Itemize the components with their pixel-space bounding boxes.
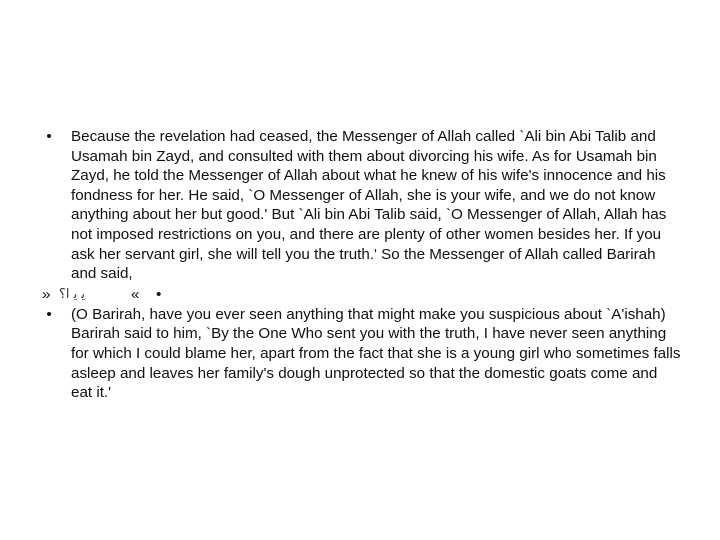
bullet-marker: • xyxy=(46,128,52,145)
bullet-text-1: Because the revelation had ceased, the Messenger of Allah called `Ali bin Abi Talib and Usamah bin Zayd, and consulted with them about divorcing his wife. As for Usamah bin Zayd, he told the Messenger of Allah about what he knew of his wife's innocence and his fondness for her. He said, `O Messenger of Allah, she is your wife, and we do not know anything about her but good.' But `Ali bin Abi Talib said, `O Messenger of Allah, Allah has not imposed restrictions on you, and there are plenty of other women besides her. If you ask her servant girl, she will tell you the truth.' So the Messenger of Allah called Barirah and said, xyxy=(71,128,667,283)
arabic-close-quote: » xyxy=(42,285,51,303)
bullet-item-1 xyxy=(42,127,682,284)
arabic-quote-text: ﻳ ﻳ ﺍ؟ xyxy=(59,286,86,302)
arabic-quote-line xyxy=(42,284,682,305)
arabic-open-quote: « xyxy=(131,285,140,303)
bullet-marker: • xyxy=(46,305,52,323)
arabic-bullet-marker: • xyxy=(156,285,162,303)
bullet-item-2 xyxy=(42,305,682,403)
slide-content xyxy=(42,127,682,403)
bullet-text-2: (O Barirah, have you ever seen anything that might make you suspicious about `A'ishah) Barirah said to him, `By the One Who sent you with the truth, I have never seen anything for which I could blame her, apart from the fact that she is a young girl who sometimes falls asleep and leaves her family's dough unprotected so that the domestic goats come and eat it.' xyxy=(71,305,681,402)
